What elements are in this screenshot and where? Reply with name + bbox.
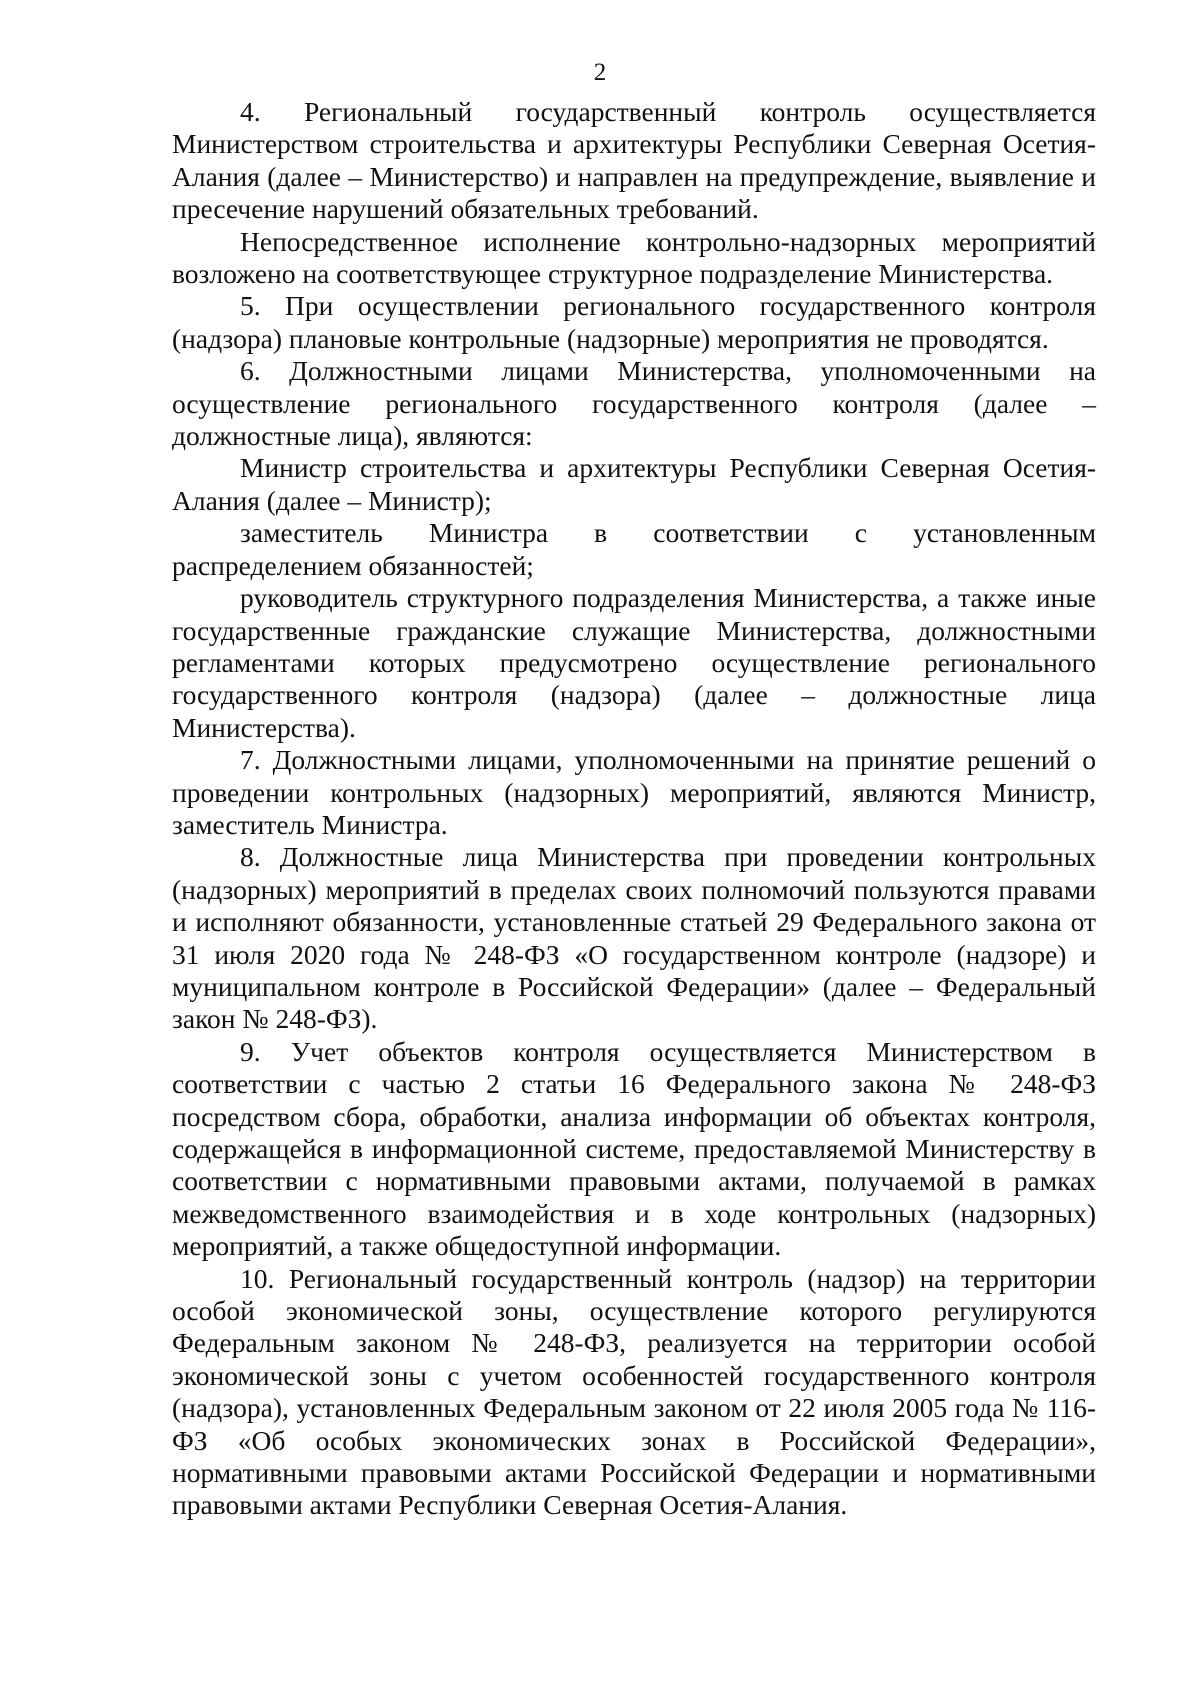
paragraph-item-6: 6. Должностными лицами Министерства, уполномоченными на осуществление регионального государственного контроля (далее – должностные лица), являются: [172, 355, 1096, 452]
paragraph-minister: Министр строительства и архитектуры Республики Северная Осетия-Алания (далее – Министр); [172, 452, 1096, 516]
paragraph-item-10: 10. Региональный государственный контроль (надзор) на территории особой экономической зоны, осуществление которого регулируются Федеральным законом № 248-ФЗ, реализуется на территории особой экономической зоны с учетом особенностей государственного контроля (надзора), установленных Федеральным законом от 22 июля 2005 года № 116-ФЗ «Об особых экономических зонах в Российской Федерации», нормативными правовыми актами Российской Федерации и нормативными правовыми актами Республики Северная Осетия-Алания. [172, 1262, 1096, 1521]
page-number: 2 [593, 59, 607, 86]
paragraph-item-9: 9. Учет объектов контроля осуществляется Министерством в соответствии с частью 2 статьи 16 Федерального закона № 248-ФЗ посредством сбора, обработки, анализа информации об объектах контроля, содержащейся в информационной системе, предоставляемой Министерству в соответствии с нормативными правовыми актами, получаемой в рамках межведомственного взаимодействия и в ходе контрольных (надзорных) мероприятий, а также общедоступной информации. [172, 1035, 1096, 1262]
paragraph-item-8: 8. Должностные лица Министерства при проведении контрольных (надзорных) мероприятий в пределах своих полномочий пользуются правами и исполняют обязанности, установленные статьей 29 Федерального закона от 31 июля 2020 года № 248-ФЗ «О государственном контроле (надзоре) и муниципальном контроле в Российской Федерации» (далее – Федеральный закон № 248-ФЗ). [172, 841, 1096, 1035]
paragraph-item-4: 4. Региональный государственный контроль осуществляется Министерством строительства и архитектуры Республики Северная Осетия-Алания (далее – Министерство) и направлен на предупреждение, выявление и пресечение нарушений обязательных требований. [172, 96, 1096, 225]
document-body [172, 96, 1096, 1522]
paragraph-item-5: 5. При осуществлении регионального государственного контроля (надзора) плановые контрольные (надзорные) мероприятия не проводятся. [172, 290, 1096, 354]
paragraph-item-7: 7. Должностными лицами, уполномоченными на принятие решений о проведении контрольных (надзорных) мероприятий, являются Министр, заместитель Министра. [172, 744, 1096, 840]
paragraph-division-head: руководитель структурного подразделения Министерства, а также иные государственные гражданские служащие Министерства, должностными регламентами которых предусмотрено осуществление регионального государственного контроля (надзора) (далее – должностные лица Министерства). [172, 582, 1096, 743]
paragraph-direct-execution: Непосредственное исполнение контрольно-надзорных мероприятий возложено на соответствующее структурное подразделение Министерства. [172, 225, 1096, 290]
paragraph-deputy-minister: заместитель Министра в соответствии с установленным распределением обязанностей; [172, 517, 1096, 581]
